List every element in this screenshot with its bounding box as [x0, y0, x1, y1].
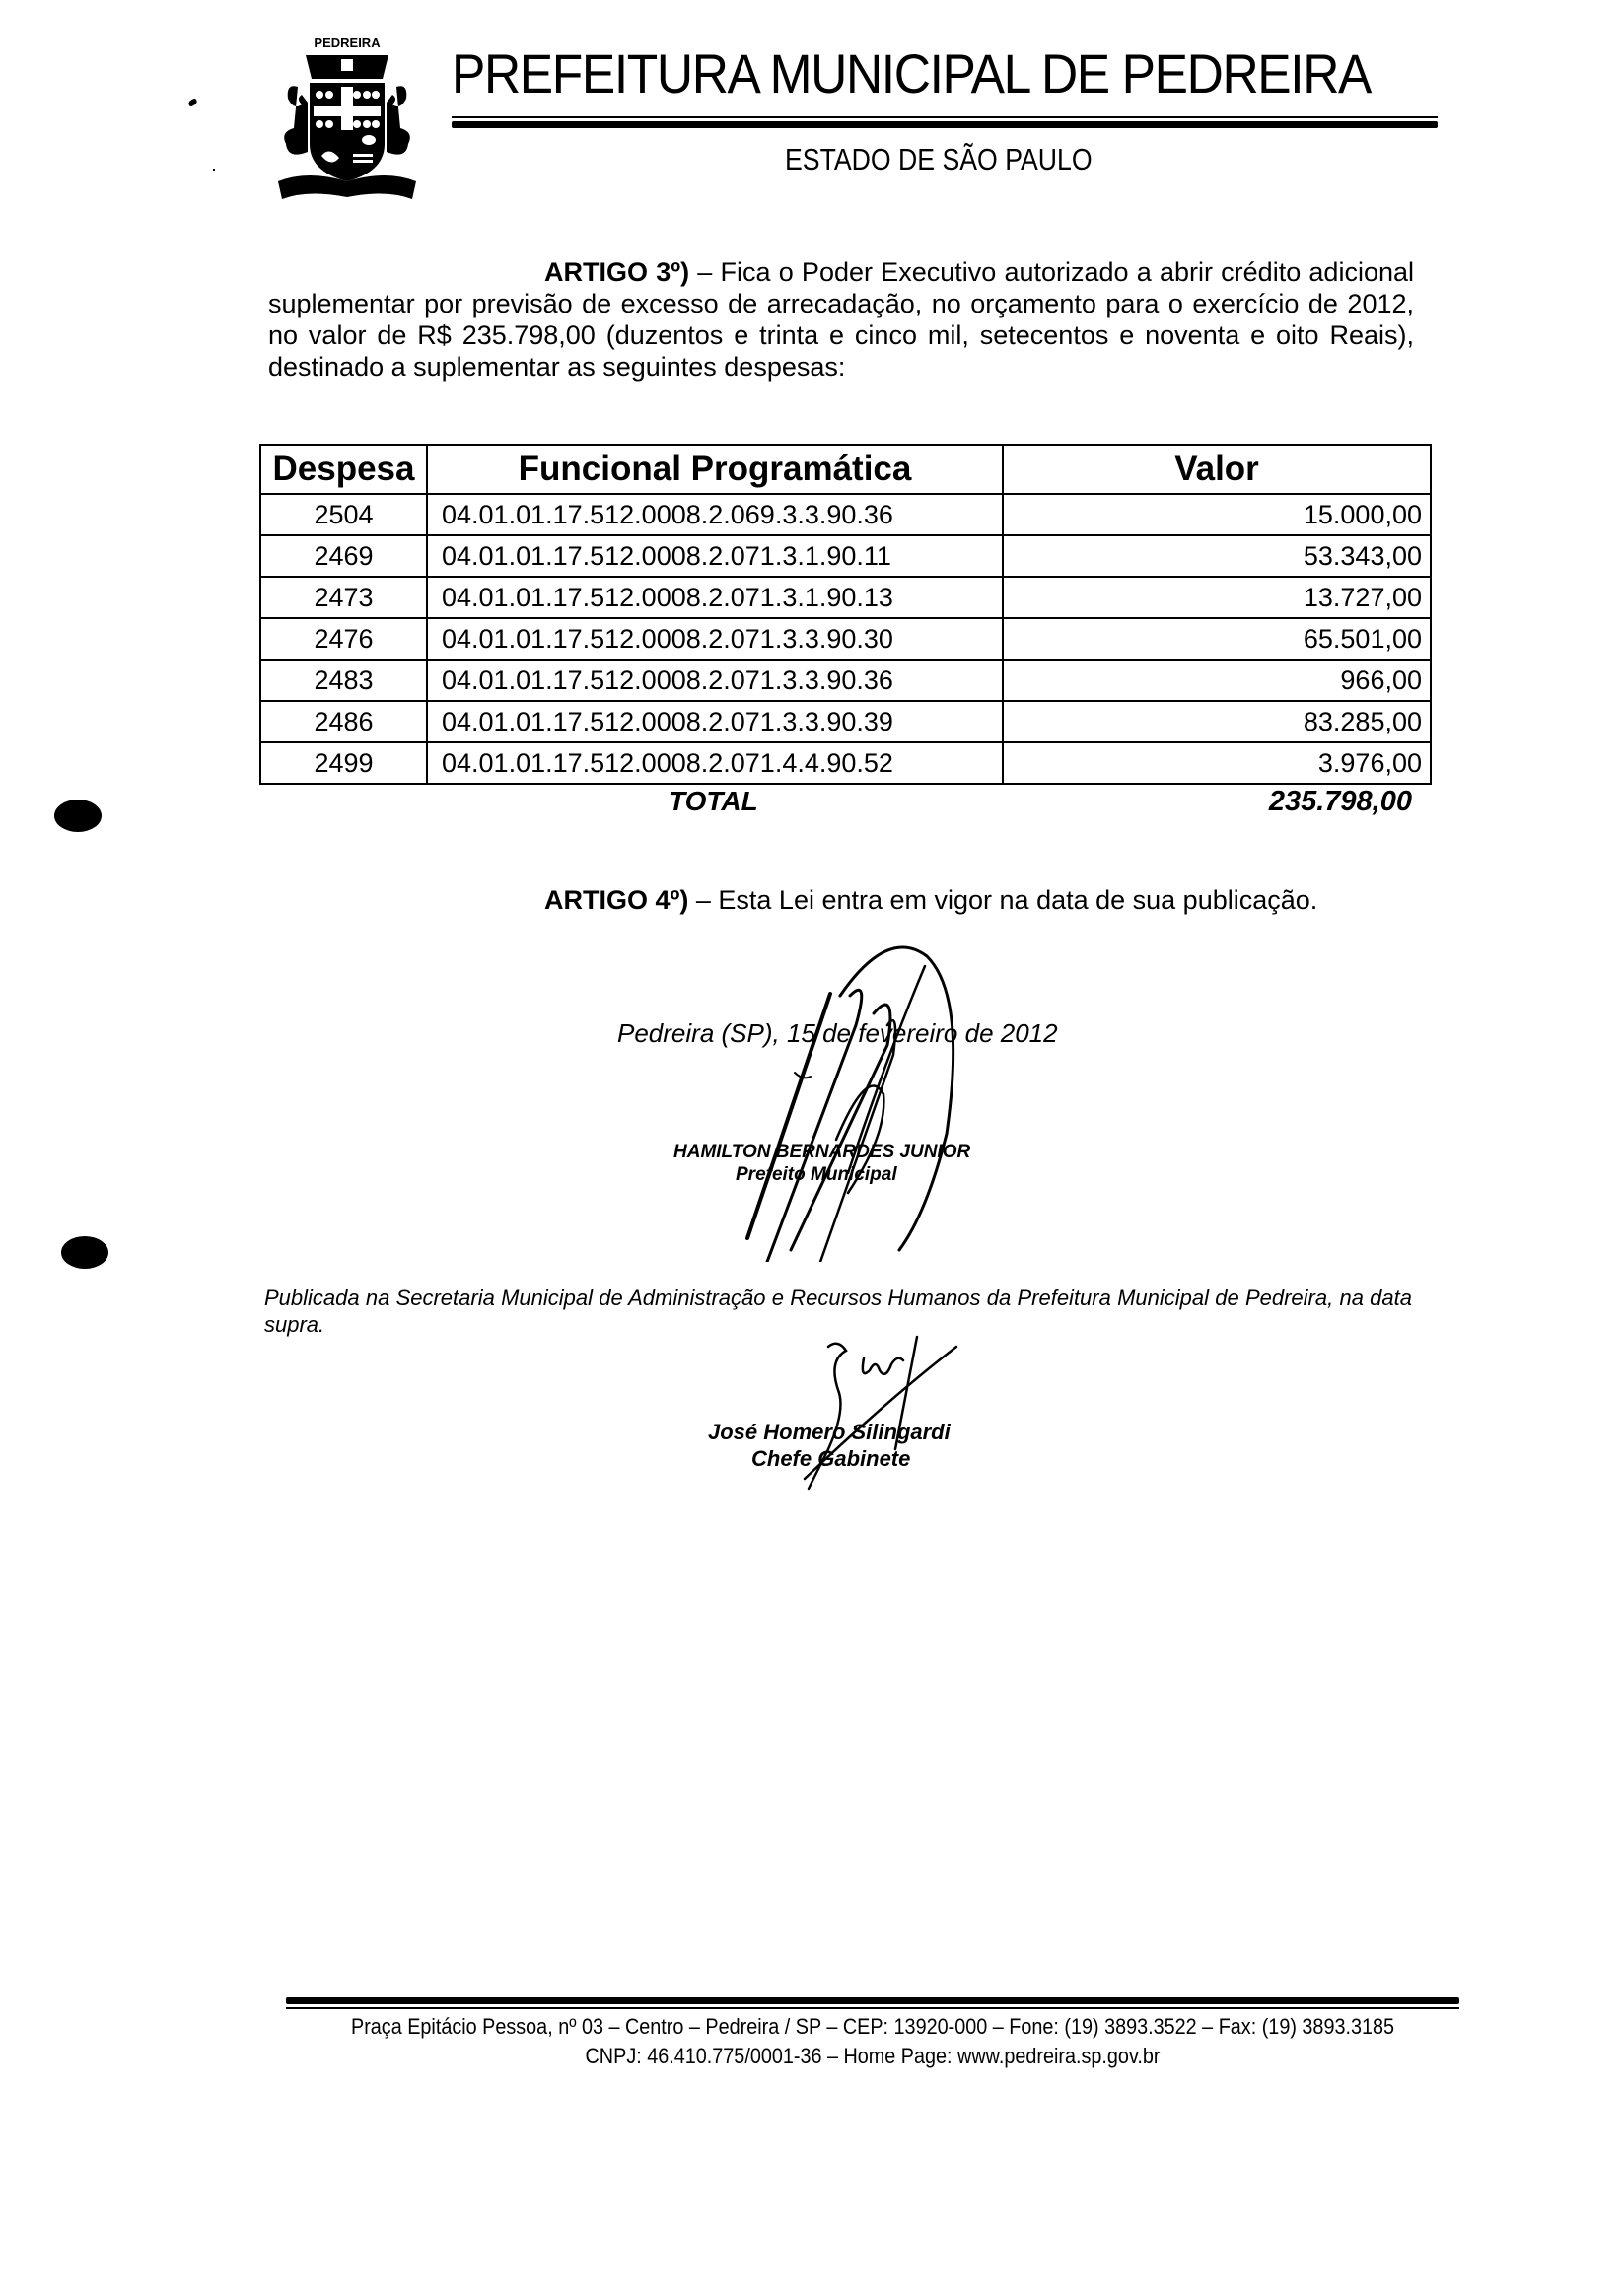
mayor-handwritten-signature — [592, 937, 1144, 1262]
svg-text:PEDREIRA: PEDREIRA — [314, 35, 381, 50]
hole-punch-mark — [54, 800, 102, 832]
cell-funcional: 04.01.01.17.512.0008.2.071.3.1.90.11 — [427, 535, 1003, 577]
article-4-paragraph — [544, 885, 1317, 916]
table-row — [260, 618, 1431, 660]
cell-funcional: 04.01.01.17.512.0008.2.071.4.4.90.52 — [427, 742, 1003, 784]
article-3-text: – Fica o Poder Executivo autorizado a abrir crédito adicional suplementar por previsão de excesso de arrecadação, no orçamento para o exercício de 2012, no valor de R$ 235.798,00 (duzentos e trinta e cinco mil, setecentos e noventa e oito Reais), destinado a suplementar as seguintes despesas: — [268, 257, 1414, 382]
cell-despesa: 2469 — [260, 535, 427, 577]
cell-valor: 15.000,00 — [1003, 494, 1431, 535]
publication-note: Publicada na Secretaria Municipal de Administração e Recursos Humanos da Prefeitura Municipal de Pedreira, na data supra. — [264, 1286, 1412, 1337]
header-funcional-programatica: Funcional Programática — [427, 445, 1003, 494]
cell-valor: 13.727,00 — [1003, 577, 1431, 618]
header-rule-thick — [452, 121, 1438, 128]
table-row — [260, 660, 1431, 701]
table-row — [260, 494, 1431, 535]
cell-despesa: 2499 — [260, 742, 427, 784]
cell-valor: 53.343,00 — [1003, 535, 1431, 577]
cell-valor: 65.501,00 — [1003, 618, 1431, 660]
cell-funcional: 04.01.01.17.512.0008.2.071.3.3.90.39 — [427, 701, 1003, 742]
cell-despesa: 2504 — [260, 494, 427, 535]
cell-valor: 83.285,00 — [1003, 701, 1431, 742]
article-3-label: ARTIGO 3º) — [544, 257, 690, 287]
footer-cnpj-website: CNPJ: 46.410.775/0001-36 – Home Page: www.pedreira.sp.gov.br — [585, 2044, 1161, 2068]
header-despesa: Despesa — [260, 445, 427, 494]
cell-funcional: 04.01.01.17.512.0008.2.071.3.3.90.36 — [427, 660, 1003, 701]
header-valor: Valor — [1003, 445, 1431, 494]
article-4-label: ARTIGO 4º) — [544, 885, 689, 915]
footer-address: Praça Epitácio Pessoa, nº 03 – Centro – Pedreira / SP – CEP: 13920-000 – Fone: (19) 3893.3522 – Fax: (19) 3893.3185 — [350, 2014, 1395, 2039]
header-rule-thin — [452, 116, 1438, 118]
cell-despesa: 2483 — [260, 660, 427, 701]
cell-funcional: 04.01.01.17.512.0008.2.071.3.3.90.30 — [427, 618, 1003, 660]
table-header-row — [260, 445, 1431, 494]
scan-speck — [213, 169, 215, 171]
letterhead-title: PREFEITURA MUNICIPAL DE PEDREIRA — [452, 42, 1372, 104]
cell-despesa: 2486 — [260, 701, 427, 742]
total-value: 235.798,00 — [1268, 786, 1412, 817]
cell-valor: 3.976,00 — [1003, 742, 1431, 784]
footer-rule-thin — [286, 2007, 1459, 2009]
chief-of-staff-title: Chefe Gabinete — [751, 1446, 911, 1471]
cell-despesa: 2473 — [260, 577, 427, 618]
place-date: Pedreira (SP), 15 de fevereiro de 2012 — [617, 1018, 1058, 1048]
cell-valor: 966,00 — [1003, 660, 1431, 701]
total-label: TOTAL — [669, 786, 758, 816]
cell-funcional: 04.01.01.17.512.0008.2.069.3.3.90.36 — [427, 494, 1003, 535]
chief-of-staff-handwritten-signature — [769, 1311, 986, 1508]
expense-table — [259, 444, 1432, 785]
chief-of-staff-name: José Homero Silingardi — [708, 1420, 951, 1444]
footer-rule-thick — [286, 1997, 1459, 2004]
table-row — [260, 577, 1431, 618]
cell-funcional: 04.01.01.17.512.0008.2.071.3.1.90.13 — [427, 577, 1003, 618]
table-row — [260, 701, 1431, 742]
municipal-crest-logo — [258, 34, 436, 203]
scan-speck — [187, 98, 198, 107]
mayor-title: Prefeito Municipal — [736, 1164, 897, 1185]
letterhead-subtitle: ESTADO DE SÃO PAULO — [785, 142, 1093, 176]
article-3-paragraph — [268, 256, 1414, 383]
article-4-text: – Esta Lei entra em vigor na data de sua publicação. — [688, 885, 1318, 915]
table-row — [260, 742, 1431, 784]
hole-punch-mark — [61, 1236, 108, 1269]
table-row — [260, 535, 1431, 577]
mayor-name: HAMILTON BERNARDES JUNIOR — [673, 1142, 971, 1162]
cell-despesa: 2476 — [260, 618, 427, 660]
